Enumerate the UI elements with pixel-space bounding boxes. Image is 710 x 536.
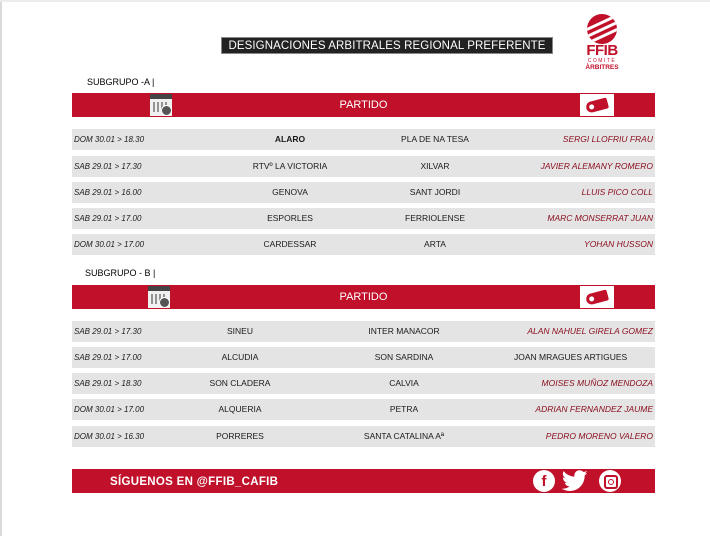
match-date: DOM 30.01 > 17.00 [74, 405, 145, 414]
match-date: SAB 29.01 > 18.30 [74, 379, 142, 388]
logo-text: FFIB [586, 42, 618, 59]
facebook-icon[interactable]: f [533, 470, 555, 492]
referee-name: MARC MONSERRAT JUAN [547, 213, 653, 223]
subgroup-b-header-bar [72, 285, 655, 309]
match-row [72, 373, 655, 394]
logo-ball-icon [587, 14, 617, 44]
match-column-label: PARTIDO [339, 99, 388, 111]
away-team: SANT JORDI [409, 187, 461, 197]
match-date: SAB 29.01 > 17.00 [74, 214, 142, 223]
referee-name: ALAN NAHUEL GIRELA GOMEZ [527, 326, 653, 336]
home-team: CARDESSAR [263, 239, 317, 249]
page-edge-top [0, 0, 710, 2]
match-date: SAB 29.01 > 16.00 [74, 188, 142, 197]
page-edge [0, 0, 2, 536]
away-team: ARTA [424, 239, 446, 249]
away-team: FERRIOLENSE [405, 213, 465, 223]
referee-name: PEDRO MORENO VALERO [545, 431, 653, 441]
home-team: GENOVA [272, 187, 308, 197]
match-row [72, 182, 655, 203]
match-date: DOM 30.01 > 16.30 [74, 432, 145, 441]
match-row [72, 156, 655, 177]
match-row [72, 426, 655, 447]
home-team: SINEU [227, 326, 253, 336]
ffib-logo [580, 14, 624, 72]
match-date: SAB 29.01 > 17.30 [74, 327, 142, 336]
match-row [72, 399, 655, 420]
match-row [72, 234, 655, 255]
twitter-icon[interactable] [562, 470, 584, 492]
referee-name: YOHAN HUSSON [584, 239, 653, 249]
match-date: DOM 30.01 > 18.30 [74, 135, 145, 144]
away-team: SON SARDINA [374, 352, 434, 362]
away-team: SANTA CATALINA Aª [363, 431, 445, 441]
referee-name: LLUIS PICO COLL [581, 187, 653, 197]
follow-us-text: SÍGUENOS EN @FFIB_CAFIB [110, 476, 279, 488]
home-team: RTVº LA VICTORIA [252, 161, 328, 171]
referee-name: JAVIER ALEMANY ROMERO [540, 161, 653, 171]
home-team: ALQUERIA [218, 404, 262, 414]
whistle-icon [580, 94, 614, 116]
match-date: SAB 29.01 > 17.30 [74, 162, 142, 171]
home-team: ALCUDIA [221, 352, 259, 362]
home-team: ESPORLES [267, 213, 313, 223]
home-team: ALARO [274, 134, 306, 144]
referee-name: ADRIAN FERNANDEZ JAUME [535, 404, 653, 414]
match-row [72, 347, 655, 368]
away-team: PLA DE NA TESA [401, 134, 469, 144]
away-team: XILVAR [420, 161, 450, 171]
whistle-icon [580, 286, 614, 308]
subgroup-b-label: SUBGRUPO - B | [85, 268, 156, 278]
instagram-icon[interactable] [599, 470, 621, 492]
home-team: SON CLADERA [209, 378, 271, 388]
match-column-label: PARTIDO [339, 291, 388, 303]
match-row [72, 208, 655, 229]
away-team: CALVIA [389, 378, 419, 388]
subgroup-a-label: SUBGRUPO -A | [87, 77, 155, 87]
referee-name: SERGI LLOFRIU FRAU [562, 134, 653, 144]
social-footer-bar [72, 469, 655, 493]
referee-name: JOAN MRAGUES ARTIGUES [514, 352, 628, 362]
away-team: PETRA [389, 404, 419, 414]
match-row [72, 321, 655, 342]
subgroup-a-header-bar [72, 93, 655, 117]
match-row [72, 129, 655, 150]
home-team: PORRERES [216, 431, 264, 441]
away-team: INTER MANACOR [368, 326, 440, 336]
page-title: DESIGNACIONES ARBITRALES REGIONAL PREFERENTE [221, 37, 553, 54]
referee-name: MOISES MUÑOZ MENDOZA [541, 378, 653, 388]
match-date: DOM 30.01 > 17.00 [74, 240, 145, 249]
logo-subtext-2: ÀRBITRES [585, 64, 619, 71]
match-date: SAB 29.01 > 17.00 [74, 353, 142, 362]
logo-subtext-1: COMITÈ [587, 58, 617, 64]
